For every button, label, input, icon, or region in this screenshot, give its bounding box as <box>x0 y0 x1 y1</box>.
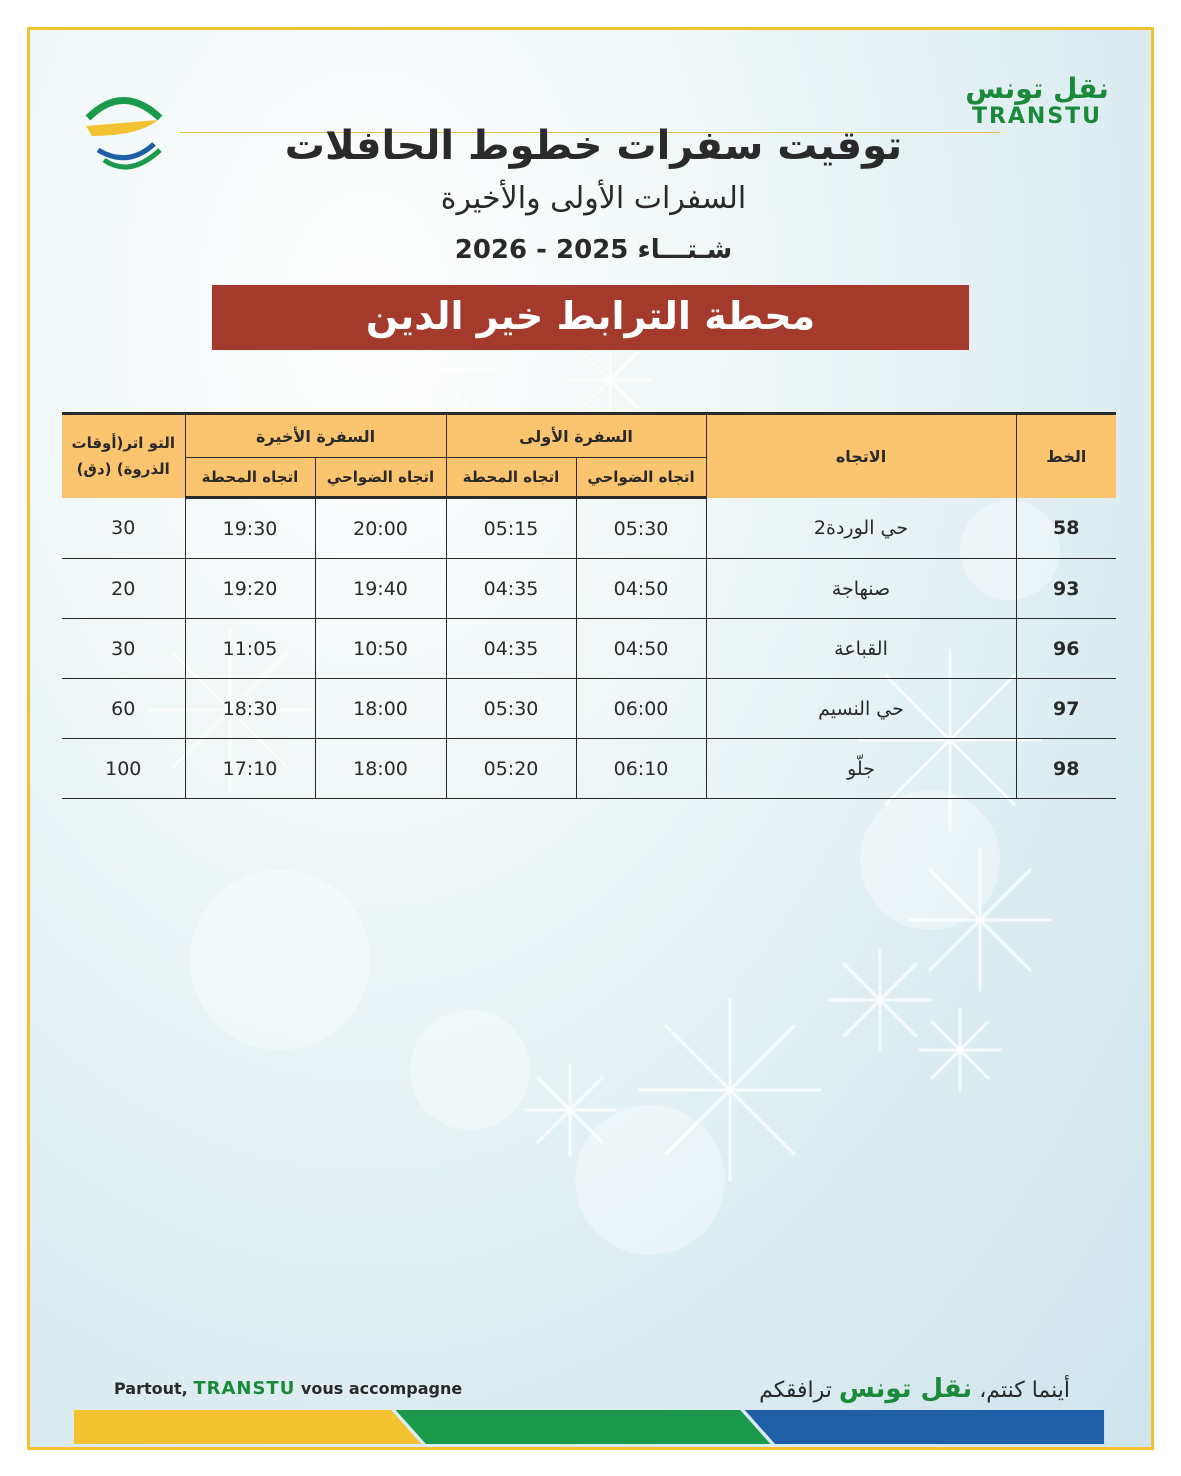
page-subtitle: السفرات الأولى والأخيرة <box>440 181 747 216</box>
frequency-cell: 100 <box>62 739 185 799</box>
line-number: 98 <box>1016 739 1116 799</box>
last-station-time: 19:30 <box>185 498 315 559</box>
header-frequency: التو اتر(أوقات الذروة) (دق) <box>62 414 185 498</box>
direction-cell: صنهاجة <box>706 559 1016 619</box>
header-first-trip: السفرة الأولى <box>446 414 706 458</box>
last-station-time: 18:30 <box>185 679 315 739</box>
frequency-cell: 30 <box>62 619 185 679</box>
table-row <box>62 498 1116 559</box>
footer-ar-brand: نقل تونس <box>838 1374 973 1404</box>
header-direction: الاتجاه <box>706 414 1016 498</box>
last-suburbs-time: 19:40 <box>315 559 446 619</box>
header-line: الخط <box>1016 414 1116 498</box>
first-suburbs-time: 06:10 <box>576 739 706 799</box>
first-station-time: 04:35 <box>446 559 576 619</box>
footer-french-slogan <box>114 1378 462 1399</box>
footer-fr-suffix: vous accompagne <box>300 1379 463 1398</box>
brand-arabic: نقل تونس <box>965 72 1109 105</box>
frequency-cell: 20 <box>62 559 185 619</box>
last-suburbs-time: 10:50 <box>315 619 446 679</box>
table-row <box>62 739 1116 799</box>
footer-color-bars <box>30 1410 1148 1444</box>
first-station-time: 05:20 <box>446 739 576 799</box>
first-suburbs-time: 06:00 <box>576 679 706 739</box>
frequency-cell: 30 <box>62 498 185 559</box>
last-suburbs-time: 20:00 <box>315 498 446 559</box>
direction-cell: حي النسيم <box>706 679 1016 739</box>
last-station-time: 11:05 <box>185 619 315 679</box>
footer-ar-prefix: أينما كنتم، <box>979 1378 1070 1403</box>
direction-cell: جلّو <box>706 739 1016 799</box>
season-label: شـتـــاء 2025 - 2026 <box>454 235 733 265</box>
header-first-to-station: اتجاه المحطة <box>446 458 576 498</box>
station-banner: محطة الترابط خير الدين <box>212 285 969 350</box>
line-number: 58 <box>1016 498 1116 559</box>
first-station-time: 05:15 <box>446 498 576 559</box>
table-row <box>62 559 1116 619</box>
footer-fr-prefix: Partout, <box>114 1379 188 1398</box>
footer-fr-brand: TRANSTU <box>193 1378 296 1399</box>
brand-logo <box>944 73 1130 129</box>
brand-latin: TRANSTU <box>971 104 1103 129</box>
schedule-table <box>62 412 1116 799</box>
header-last-to-suburbs: اتجاه الضواحي <box>315 458 446 498</box>
poster-frame <box>27 27 1154 1450</box>
header-first-to-suburbs: اتجاه الضواحي <box>576 458 706 498</box>
frequency-cell: 60 <box>62 679 185 739</box>
first-suburbs-time: 04:50 <box>576 619 706 679</box>
direction-cell: حي الوردة2 <box>706 498 1016 559</box>
line-number: 97 <box>1016 679 1116 739</box>
page-title: توقيت سفرات خطوط الحافلات <box>284 123 903 169</box>
last-station-time: 17:10 <box>185 739 315 799</box>
last-suburbs-time: 18:00 <box>315 679 446 739</box>
line-number: 96 <box>1016 619 1116 679</box>
footer-arabic-slogan <box>660 1374 1070 1404</box>
first-station-time: 04:35 <box>446 619 576 679</box>
first-suburbs-time: 04:50 <box>576 559 706 619</box>
last-suburbs-time: 18:00 <box>315 739 446 799</box>
header-last-to-station: اتجاه المحطة <box>185 458 315 498</box>
last-station-time: 19:20 <box>185 559 315 619</box>
header-last-trip: السفرة الأخيرة <box>185 414 446 458</box>
line-number: 93 <box>1016 559 1116 619</box>
first-suburbs-time: 05:30 <box>576 498 706 559</box>
direction-cell: القباعة <box>706 619 1016 679</box>
footer-ar-suffix: ترافقكم <box>759 1378 832 1403</box>
table-row <box>62 679 1116 739</box>
first-station-time: 05:30 <box>446 679 576 739</box>
table-row <box>62 619 1116 679</box>
